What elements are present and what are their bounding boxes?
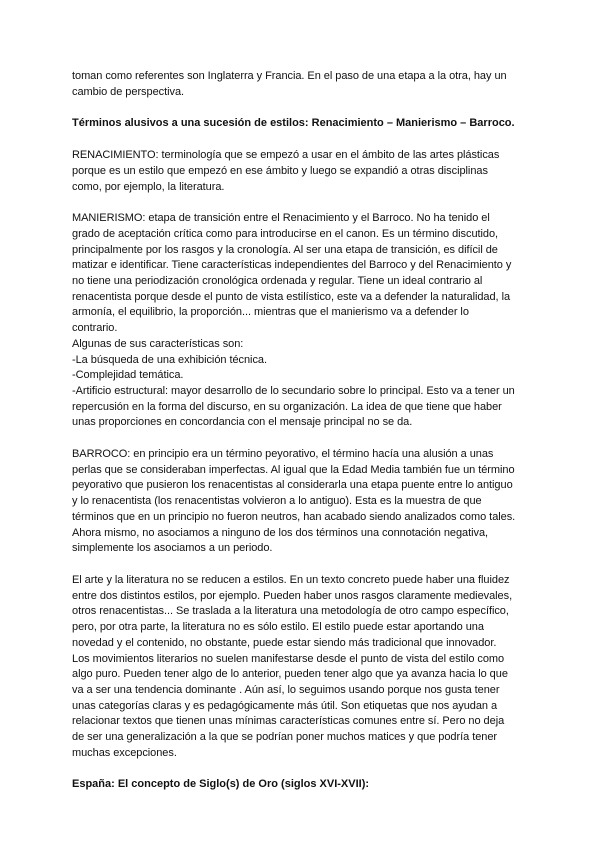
list-item: -Complejidad temática. (72, 369, 184, 382)
text-line: toman como referentes son Inglaterra y Francia. En el paso de una etapa a la otra, hay un (72, 70, 507, 82)
text-line: armonía, el equilibrio, la proporción... mientras que el manierismo va a defender lo (72, 306, 469, 319)
text-line: contrario. (72, 322, 118, 335)
section-heading-siglo-de-oro (72, 777, 532, 793)
paragraph-barroco (72, 447, 532, 557)
text-line: principalmente por los rasgos y la cronología. Al ser una etapa de transición, es difícil de (72, 243, 498, 256)
section-heading-styles (72, 116, 532, 132)
text-line: Algunas de sus características son: (72, 337, 244, 350)
heading-text: España: El concepto de Siglo(s) de Oro (siglos XVI-XVII): (72, 778, 370, 791)
text-line: unas proporciones en concordancia con el mensaje principal no se da. (72, 416, 413, 429)
text-line: cambio de perspectiva. (72, 85, 185, 98)
list-item: -Artificio estructural: mayor desarrollo de lo secundario sobre lo principal. Esto va a tener un (72, 384, 515, 397)
text-line: porque es un estilo que empezó en ese ámbito y luego se expandió a otras disciplinas (72, 164, 488, 177)
text-line: MANIERISMO: etapa de transición entre el Renacimiento y el Barroco. No ha tenido el (72, 212, 490, 225)
paragraph-intro (72, 69, 532, 100)
text-line: renacentista porque desde el punto de vista estilístico, este va a defender la naturalidad, la (72, 290, 511, 303)
text-line: peyorativo que pusieron los renacentistas al considerarla una etapa puente entre lo antiguo (72, 479, 513, 492)
text-line: entre dos distintos estilos, por ejemplo. Pueden haber unos rasgos claramente medievales, (72, 589, 513, 602)
paragraph-renacimiento (72, 148, 532, 195)
text-line: Los movimientos literarios no suelen manifestarse desde el punto de vista del estilo como (72, 652, 505, 665)
paragraph-manierismo (72, 211, 532, 431)
text-line: algo puro. Pueden tener algo de lo anterior, pueden tener algo que ya avanza hacia lo que (72, 668, 508, 681)
text-line: y lo renacentista (los renacentistas volvieron a lo antiguo). Esta es la muestra de que (72, 495, 482, 508)
text-line: otros renacentistas... Se traslada a la literatura una metodología de otro campo específico, (72, 605, 509, 618)
text-line: pero, por otra parte, la literatura no es sólo estilo. El estilo puede estar aportando una (72, 621, 484, 634)
text-line: unas categorías claras y es pedagógicamente más útil. Son etiquetas que nos ayudan a (72, 699, 498, 712)
text-line: simplemente los asociamos a un periodo. (72, 542, 273, 555)
text-line: grado de aceptación crítica como para introducirse en el canon. Es un término discutido, (72, 227, 499, 240)
text-line: de ser una generalización a la que se podrían poner muchos matices y que podría tener (72, 731, 498, 744)
text-line: Ahora mismo, no asociamos a ninguno de los dos términos una connotación negativa, (72, 526, 489, 539)
text-line: RENACIMIENTO: terminología que se empezó a usar en el ámbito de las artes plásticas (72, 149, 500, 162)
text-line: muchas excepciones. (72, 746, 177, 759)
text-line: va a ser una tendencia dominante . Aún así, lo seguimos usando porque nos gusta tener (72, 683, 500, 696)
text-line: matizar e identificar. Tiene características independientes del Barroco y del Renacimiento y (72, 259, 512, 272)
paragraph-arte-literatura (72, 573, 532, 761)
text-line: como, por ejemplo, la literatura. (72, 180, 225, 193)
heading-text: Términos alusivos a una sucesión de estilos: Renacimiento – Manierismo – Barroco. (72, 117, 515, 130)
list-item: -La búsqueda de una exhibición técnica. (72, 353, 267, 366)
document-page (72, 69, 532, 793)
text-line: BARROCO: en principio era un término peyorativo, el término hacía una alusión a unas (72, 448, 494, 461)
text-line: novedad y el contenido, no obstante, puede estar siendo más tradicional que innovador. (72, 636, 497, 649)
text-line: términos que en un principio no fueron neutros, han acabado siendo analizados como tales. (72, 510, 516, 523)
text-line: El arte y la literatura no se reducen a estilos. En un texto concreto puede haber una fluidez (72, 573, 510, 586)
text-line: repercusión en la forma del discurso, en su organización. La idea de que tiene que haber (72, 400, 502, 413)
text-line: perlas que se consideraban imperfectas. Al igual que la Edad Media también fue un término (72, 463, 515, 476)
text-line: relacionar textos que tienen unas mínimas características comunes entre sí. Pero no deja (72, 715, 505, 728)
text-line: no tiene una periodización cronológica ordenada y regular. Tiene un ideal contrario al (72, 275, 483, 288)
